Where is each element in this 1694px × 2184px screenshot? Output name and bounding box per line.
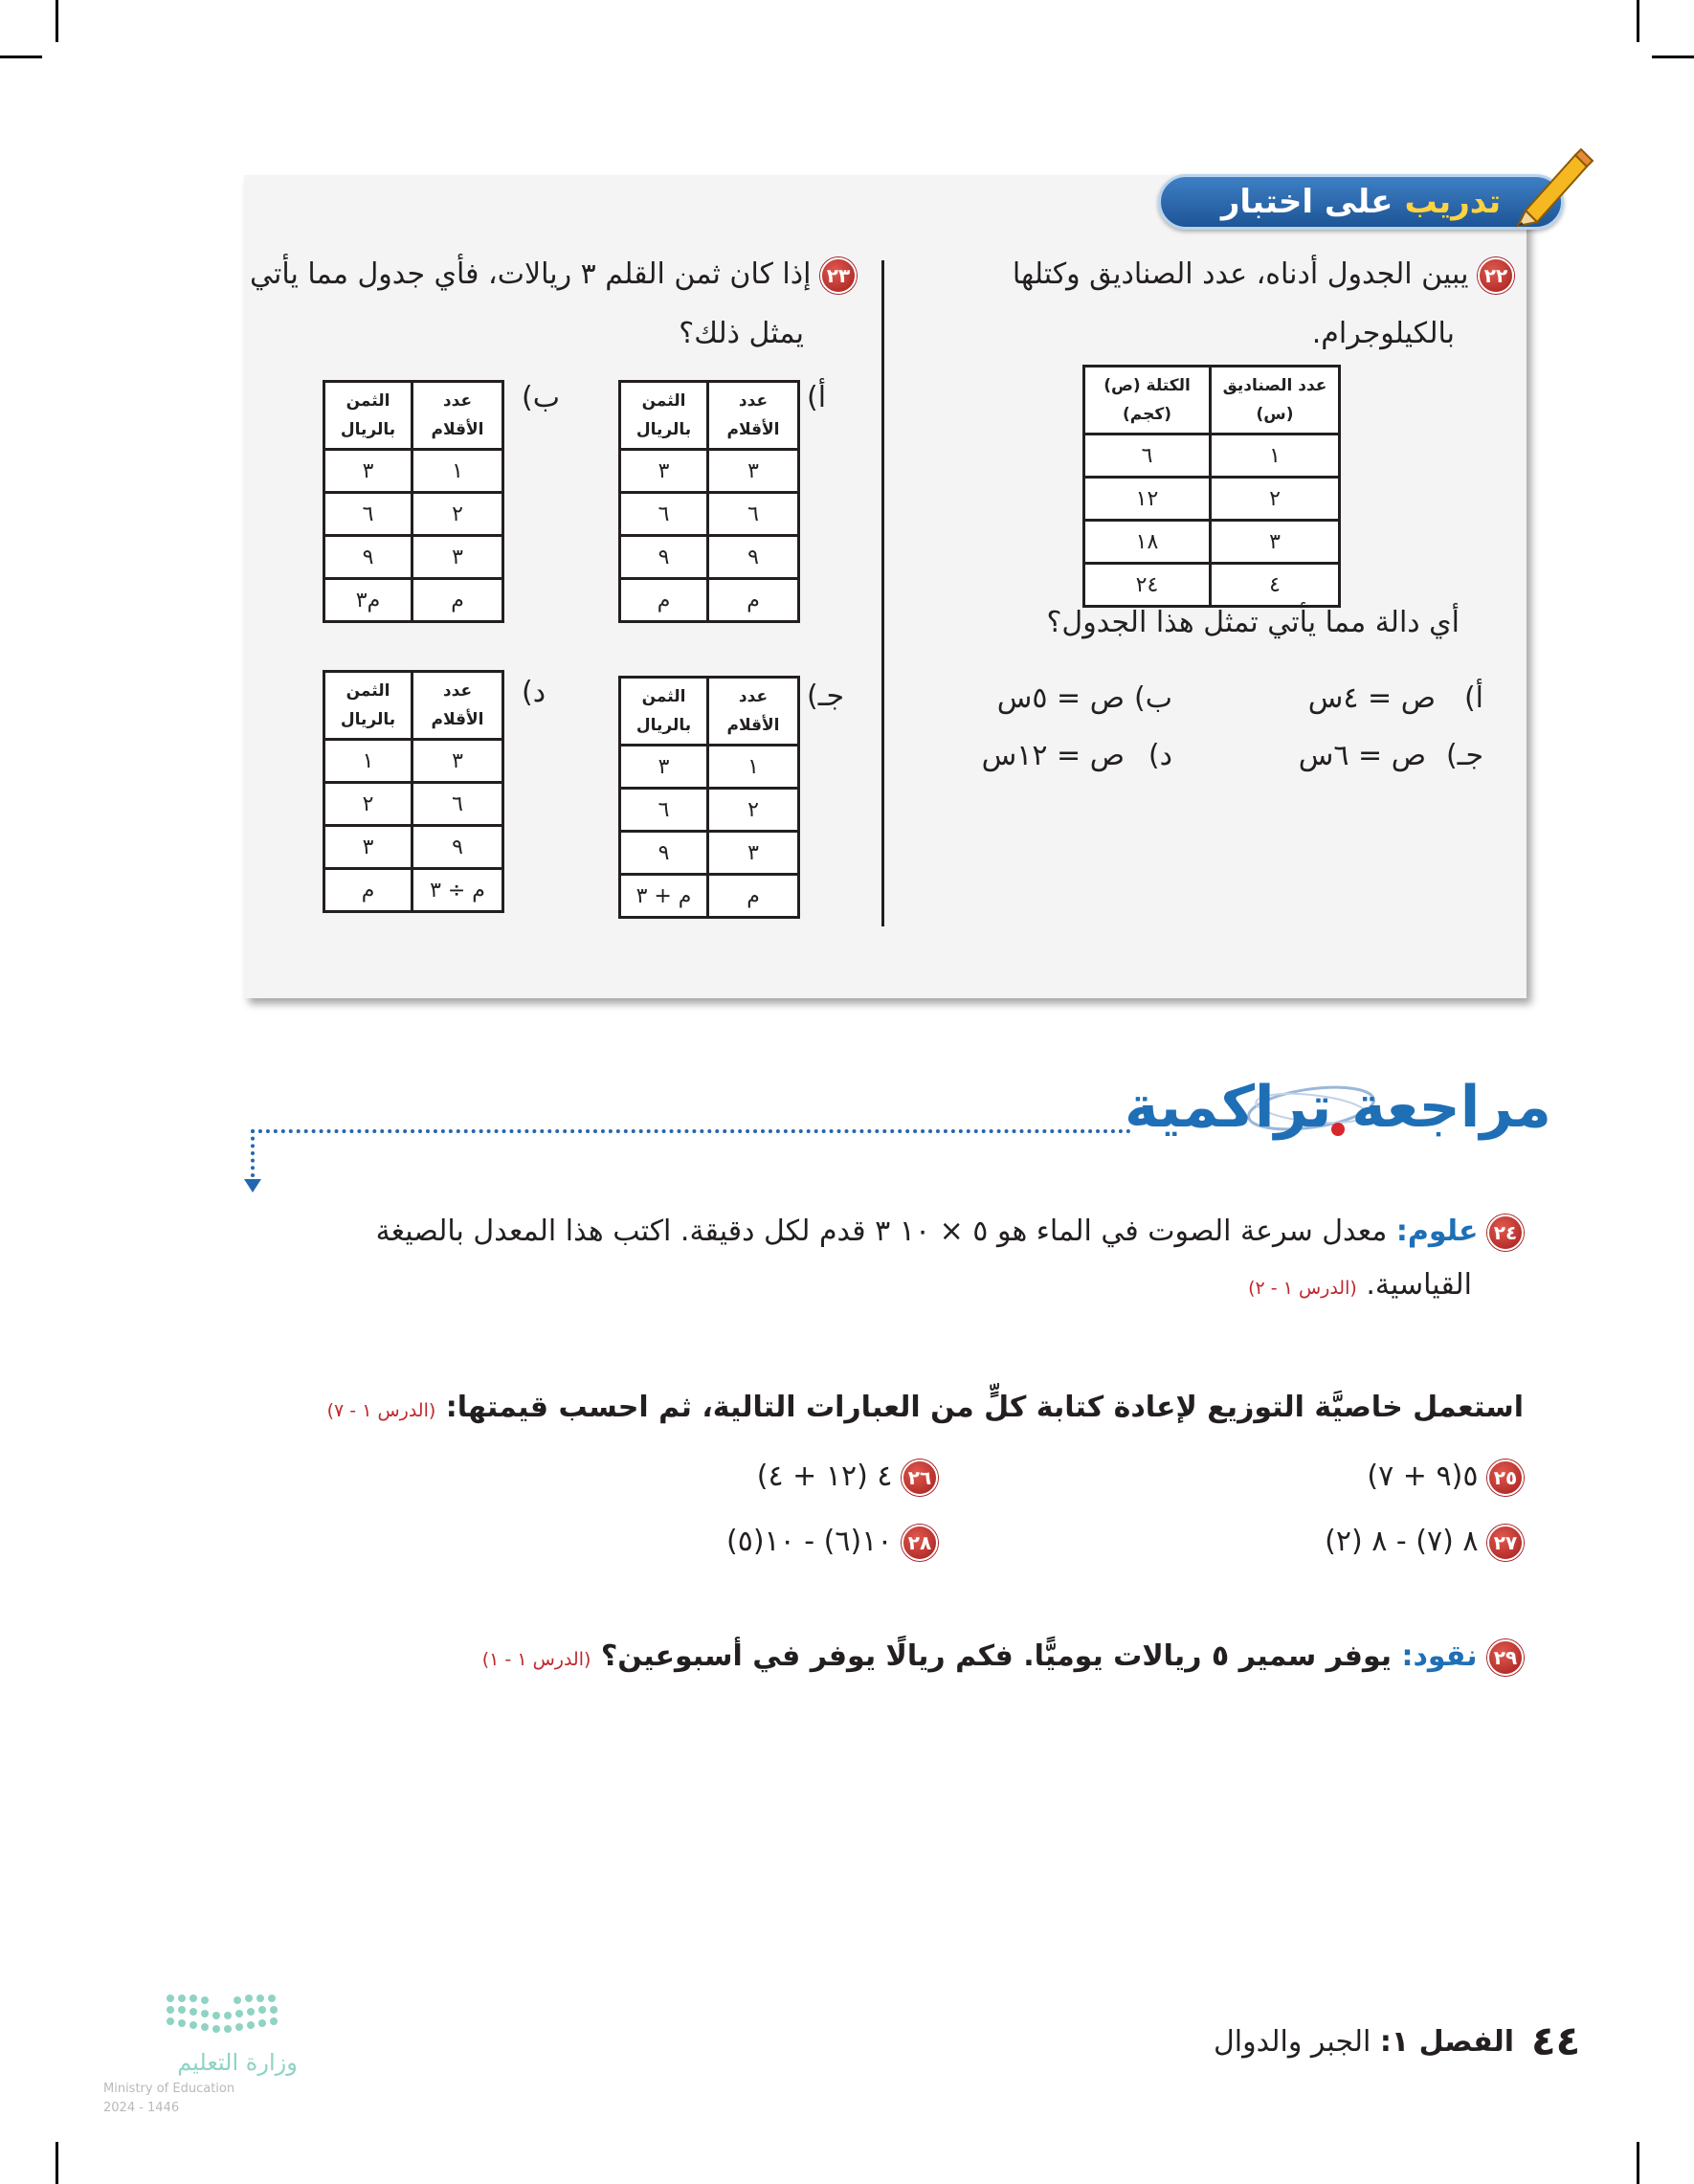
test-practice-banner xyxy=(1158,174,1564,230)
q22-option-b[interactable]: ص = ٥س xyxy=(996,681,1125,715)
q27: ٢٧ ٨ (٧) - ٨ (٢) xyxy=(1325,1512,1524,1571)
crop-mark xyxy=(1652,56,1694,58)
table-header: عدد الأقلام xyxy=(412,382,503,450)
question-number-badge: ٢٩ xyxy=(1487,1639,1524,1676)
crop-mark xyxy=(56,0,58,42)
ministry-logo xyxy=(94,1989,323,2123)
dotted-divider xyxy=(251,1129,1131,1133)
table-row: ٣ ١ xyxy=(324,740,503,783)
table-row: ١ ٣ xyxy=(324,450,503,493)
q24-line2: القياسية. (الدرس ١ - ٢) xyxy=(1248,1268,1472,1302)
q22-line2: بالكيلوجرام. xyxy=(1311,317,1455,350)
table-row: ١ ٦ xyxy=(1084,435,1340,478)
table-header: الثمن بالريال xyxy=(620,678,708,746)
ministry-name-en: Ministry of Education xyxy=(103,2082,235,2096)
q23-option-d-label[interactable]: د) xyxy=(522,676,546,709)
crop-mark xyxy=(1637,0,1639,42)
q23-table-a[interactable] xyxy=(618,380,800,623)
table-row: ٣ ٩ xyxy=(324,536,503,579)
q25: ٢٥ ٥(٩ + ٧) xyxy=(1367,1447,1524,1506)
table-row: م م xyxy=(620,579,799,622)
table-row: ٩ ٩ xyxy=(620,536,799,579)
page-number: ٤٤ xyxy=(1531,2017,1581,2064)
q22-option-b-label[interactable]: ب) xyxy=(1134,681,1172,715)
q22-table xyxy=(1082,365,1341,608)
table-row: م ÷ ٣ م xyxy=(324,869,503,912)
chapter-title: الفصل ١: الجبر والدوال xyxy=(1214,2025,1515,2059)
distributive-instruction: استعمل خاصيَّة التوزيع لإعادة كتابة كلٍّ من العبارات التالية، ثم احسب قيمتها: (الدرس ١ - ٧) xyxy=(326,1391,1524,1424)
table-header: عدد الأقلام xyxy=(708,678,799,746)
crop-mark xyxy=(0,56,42,58)
pencil-icon xyxy=(1508,142,1594,228)
question-number-badge: ٢٤ xyxy=(1487,1215,1524,1251)
lesson-reference: (الدرس ١ - ١) xyxy=(481,1649,591,1670)
q29-subject-label: نقود: xyxy=(1401,1639,1478,1673)
q24-subject-label: علوم: xyxy=(1395,1215,1479,1248)
banner-text-test: على اختبار xyxy=(1220,183,1393,221)
table-row: ٣ ٩ xyxy=(620,832,799,875)
banner-text-practice: تدريب xyxy=(1404,183,1502,221)
lesson-reference: (الدرس ١ - ٧) xyxy=(326,1400,436,1421)
table-row: ٦ ٦ xyxy=(620,493,799,536)
table-header: الثمن بالريال xyxy=(324,672,412,740)
table-header: الثمن بالريال xyxy=(620,382,708,450)
dotted-divider-down xyxy=(251,1129,255,1177)
q23-table-c[interactable] xyxy=(618,676,800,919)
table-row: م م + ٣ xyxy=(620,875,799,918)
q22-option-c-label[interactable]: جـ) xyxy=(1445,739,1483,772)
column-divider xyxy=(881,260,884,926)
q23-option-c-label[interactable]: جـ) xyxy=(807,680,845,713)
question-number-badge: ٢٧ xyxy=(1487,1525,1524,1561)
crop-mark xyxy=(1637,2142,1639,2184)
q23-table-b[interactable] xyxy=(323,380,504,623)
q23-line2: يمثل ذلك؟ xyxy=(679,317,804,350)
table-row: ٦ ٢ xyxy=(324,783,503,826)
table-row: ١ ٣ xyxy=(620,746,799,789)
q26: ٢٦ ٤ (١٢ + ٤) xyxy=(757,1447,938,1506)
table-row: م م٣ xyxy=(324,579,503,622)
q28: ٢٨ ١٠(٦) - ١٠(٥) xyxy=(726,1512,938,1571)
q24-line1: ٢٤ علوم: معدل سرعة الصوت في الماء هو ٥ × ١٠ ٣ قدم لكل دقيقة. اكتب هذا المعدل بالصيغة xyxy=(376,1202,1524,1261)
table-row: ٤ ٢٤ xyxy=(1084,564,1340,607)
crop-mark xyxy=(56,2142,58,2184)
question-number-badge: ٢٣ xyxy=(820,257,857,294)
table-row: ٩ ٣ xyxy=(324,826,503,869)
q22-option-a[interactable]: ص = ٤س xyxy=(1307,681,1436,715)
ministry-year: 2024 - 1446 xyxy=(103,2101,180,2115)
q23-option-b-label[interactable]: ب) xyxy=(522,381,560,414)
table-header: الثمن بالريال xyxy=(324,382,412,450)
question-number-badge: ٢٨ xyxy=(902,1525,938,1561)
q22-option-d-label[interactable]: د) xyxy=(1148,739,1172,772)
table-row: ٢ ٦ xyxy=(324,493,503,536)
table-header: عدد الصناديق (س) xyxy=(1211,367,1340,435)
table-row: ٢ ٦ xyxy=(620,789,799,832)
q22-option-d[interactable]: ص = ١٢س xyxy=(981,739,1125,772)
q23-option-a-label[interactable]: أ) xyxy=(807,381,827,414)
ministry-name-ar: وزارة التعليم xyxy=(177,2049,298,2076)
lesson-reference: (الدرس ١ - ٢) xyxy=(1248,1278,1357,1299)
table-header: عدد الأقلام xyxy=(412,672,503,740)
table-header: عدد الأقلام xyxy=(708,382,799,450)
question-number-badge: ٢٢ xyxy=(1478,257,1514,294)
question-number-badge: ٢٥ xyxy=(1487,1460,1524,1496)
q22-option-a-label[interactable]: أ) xyxy=(1463,681,1483,715)
q22-question: أي دالة مما يأتي تمثل هذا الجدول؟ xyxy=(1046,606,1460,639)
table-header: الكتلة (ص) (كجم) xyxy=(1084,367,1211,435)
q23-table-d[interactable] xyxy=(323,670,504,913)
cumulative-review-title: مراجعة تراكمية xyxy=(1125,1074,1551,1141)
table-row: ٣ ٣ xyxy=(620,450,799,493)
question-number-badge: ٢٦ xyxy=(902,1460,938,1496)
q22-line1: ٢٢ يبين الجدول أدناه، عدد الصناديق وكتلها xyxy=(1013,245,1514,304)
q23-line1: ٢٣ إذا كان ثمن القلم ٣ ريالات، فأي جدول مما يأتي xyxy=(250,245,857,304)
q29: ٢٩ نقود: يوفر سمير ٥ ريالات يوميًّا. فكم ريالًا يوفر في أسبوعين؟ (الدرس ١ - ١) xyxy=(482,1627,1524,1689)
arrow-down-icon xyxy=(244,1179,261,1192)
table-row: ٢ ١٢ xyxy=(1084,478,1340,521)
q22-option-c[interactable]: ص = ٦س xyxy=(1298,739,1426,772)
table-row: ٣ ١٨ xyxy=(1084,521,1340,564)
